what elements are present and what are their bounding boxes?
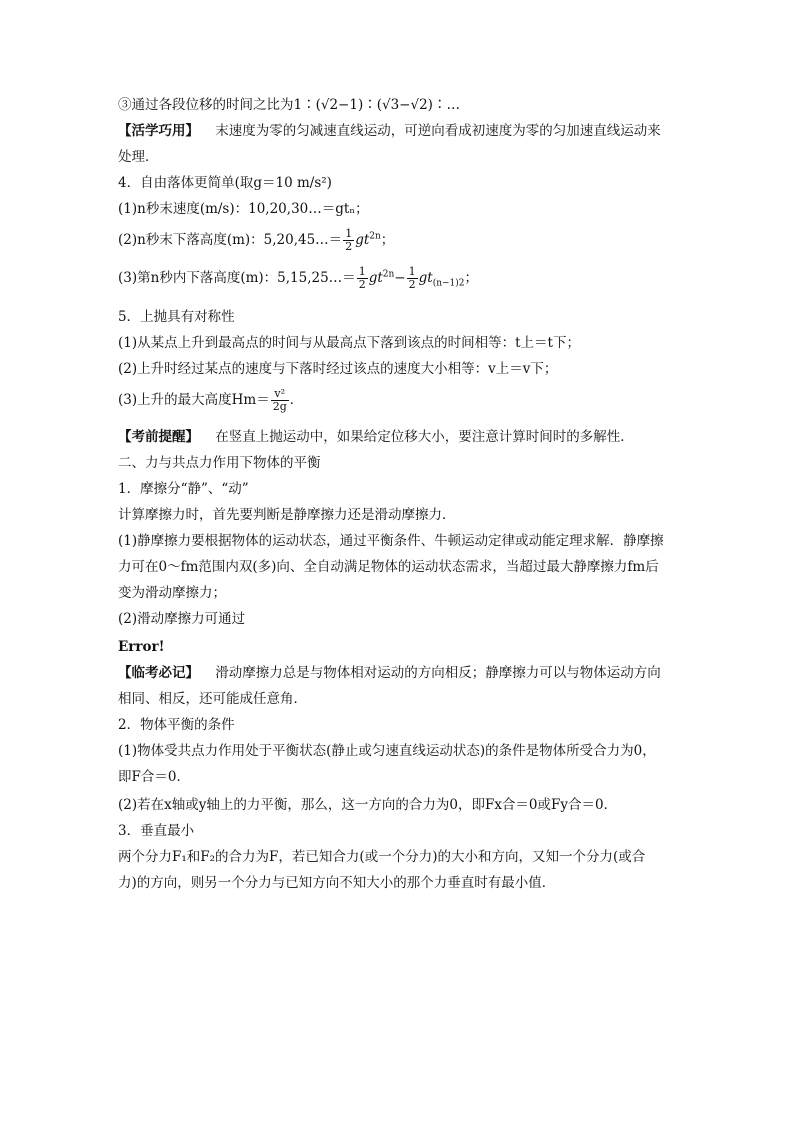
text-line: 两个分力F₁和F₂的合力为F，若已知合力(或一个分力)的大小和方向，又知一个分力(或合 bbox=[118, 849, 646, 865]
text-line: (1)静摩擦力要根据物体的运动状态，通过平衡条件、牛顿运动定律或动能定理求解．静摩擦 bbox=[118, 533, 664, 549]
tip-label: 【临考必记】 bbox=[118, 665, 199, 681]
text-line: (2)滑动摩擦力可通过 bbox=[118, 611, 246, 627]
text-line: 【临考必记】 滑动摩擦力总是与物体相对运动的方向相反；静摩擦力可以与物体运动方向 bbox=[118, 665, 661, 681]
text-line: 计算摩擦力时，首先要判断是静摩擦力还是滑动摩擦力． bbox=[118, 507, 456, 523]
tip-label: 【考前提醒】 bbox=[118, 429, 199, 445]
fraction: $\frac{\text{v²}}{2g}$ bbox=[272, 387, 287, 413]
text-line: 相同、相反，还可能成任意角． bbox=[118, 691, 307, 707]
text-line: 处理． bbox=[118, 149, 159, 165]
section-heading: 5．上抛具有对称性 bbox=[118, 309, 235, 325]
section-heading: 二、力与共点力作用下物体的平衡 bbox=[118, 455, 321, 471]
formula-line: (2)n秒末下落高度(m)：5,20,45…＝ $\frac{1}{2}$ $gt^{2n}$； bbox=[118, 227, 395, 253]
text-line: 即F合＝0． bbox=[118, 769, 190, 785]
text-line: 力)的方向，则另一个分力与已知方向不知大小的那个力垂直时有最小值． bbox=[118, 875, 556, 891]
section-heading: 4．自由落体更简单(取g＝10 m/s²) bbox=[118, 175, 332, 191]
text-line: 【活学巧用】 末速度为零的匀减速直线运动，可逆向看成初速度为零的匀加速直线运动来 bbox=[118, 123, 661, 139]
text-line: 【考前提醒】 在竖直上抛运动中，如果给定位移大小，要注意计算时间时的多解性． bbox=[118, 429, 634, 445]
text-line: (1)从某点上升到最高点的时间与从最高点下落到该点的时间相等：t上＝t下； bbox=[118, 335, 580, 351]
error-text: Error! bbox=[118, 639, 165, 655]
text-line: (2)上升时经过某点的速度与下落时经过该点的速度大小相等：v上＝v下； bbox=[118, 361, 558, 377]
text-line: ③通过各段位移的时间之比为1∶(√2−1)∶(√3−√2)∶… bbox=[118, 97, 460, 113]
fraction: $\frac{1}{2}$ bbox=[408, 265, 416, 291]
text-line: (1)物体受共点力作用处于平衡状态(静止或匀速直线运动状态)的条件是物体所受合力为0， bbox=[118, 743, 656, 759]
fraction: $\frac{1}{2}$ bbox=[358, 265, 366, 291]
text-line: (1)n秒末速度(m/s)：10,20,30…＝gtₙ； bbox=[118, 201, 369, 217]
text-line: 变为滑动摩擦力； bbox=[118, 585, 226, 601]
fraction: $\frac{1}{2}$ bbox=[345, 227, 353, 253]
section-heading: 3．垂直最小 bbox=[118, 823, 195, 839]
text-line: (2)若在x轴或y轴上的力平衡，那么，这一方向的合力为0，即Fx合＝0或Fy合＝0． bbox=[118, 797, 618, 813]
tip-label: 【活学巧用】 bbox=[118, 123, 199, 139]
section-heading: 2．物体平衡的条件 bbox=[118, 717, 235, 733]
formula-line: (3)上升的最大高度Hm＝ $\frac{\text{v²}}{2g}$ ． bbox=[118, 387, 304, 413]
formula-line: (3)第n秒内下落高度(m)：5,15,25…＝ $\frac{1}{2}$ $gt^{2n}-$ $\frac{1}{2}$ $gt_{(n-1)2}$； bbox=[118, 265, 478, 291]
text-line: 力可在0～fm范围内双(多)向、全自动满足物体的运动状态需求，当超过最大静摩擦力fm后 bbox=[118, 559, 659, 575]
section-heading: 1．摩擦分“静”、“动” bbox=[118, 481, 249, 497]
